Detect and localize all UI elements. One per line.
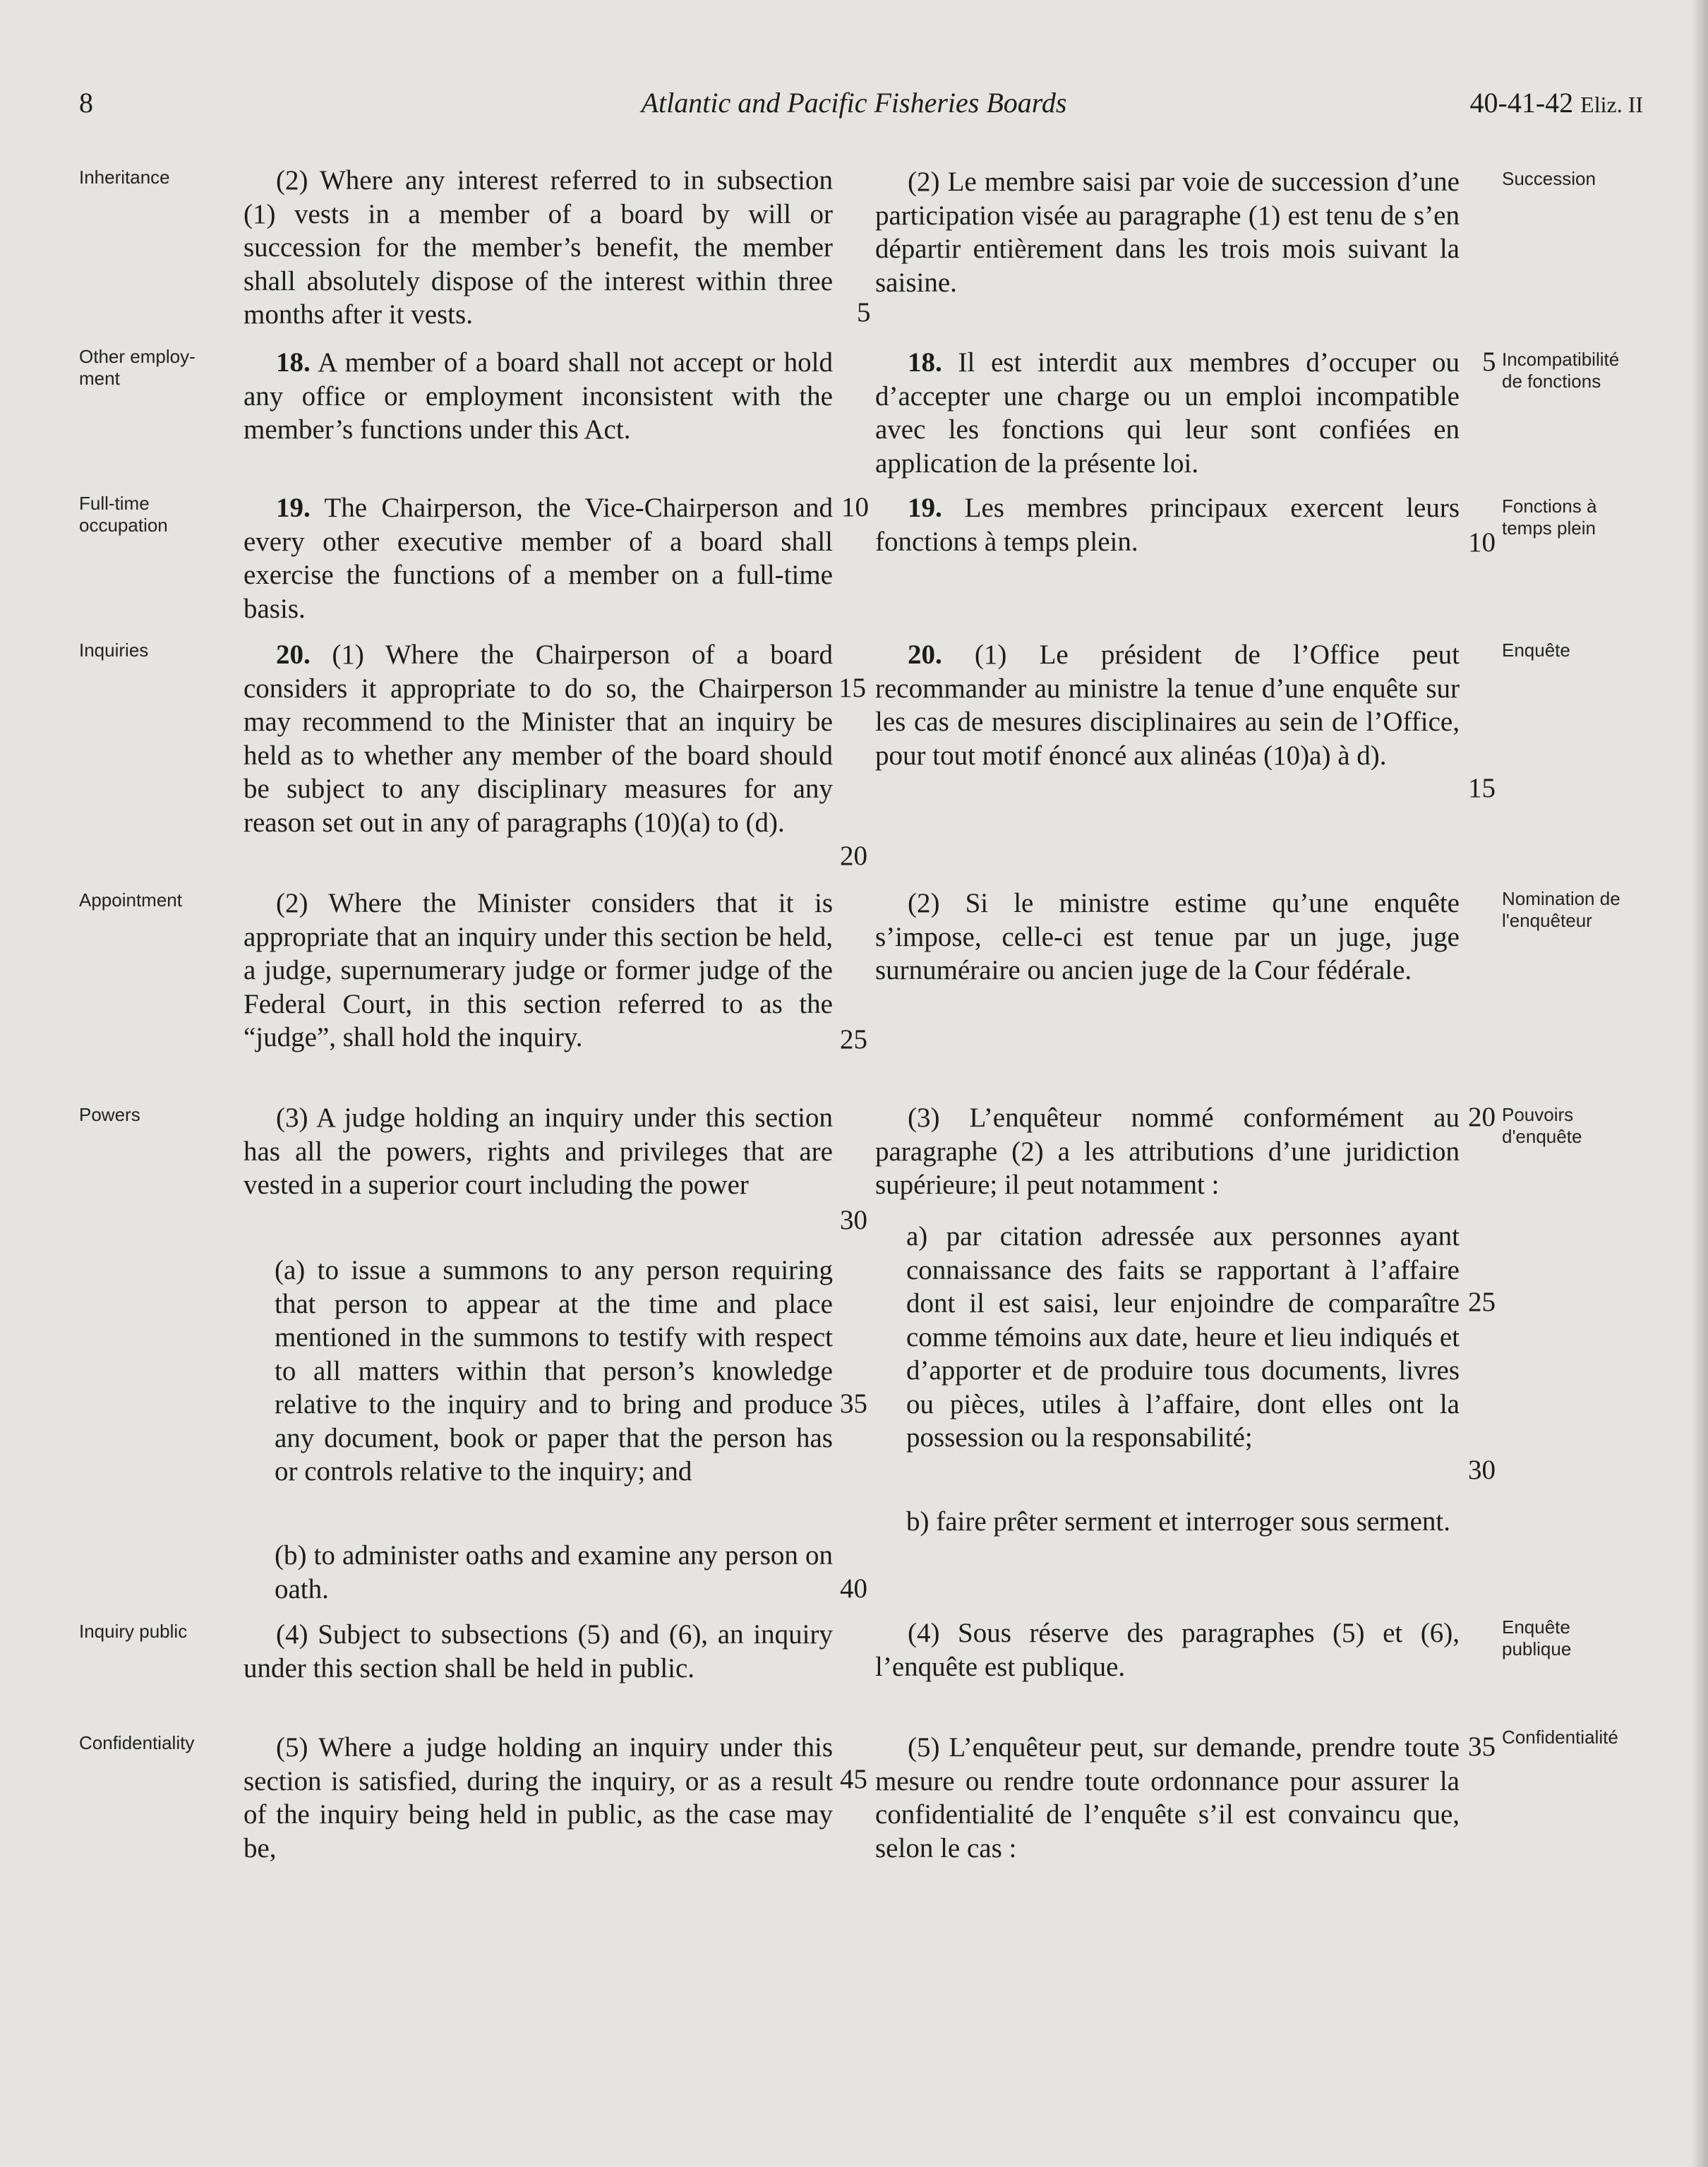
margin-note-inquiry-public: Inquiry public bbox=[79, 1621, 188, 1642]
margin-note-powers: Powers bbox=[79, 1104, 140, 1125]
fr-s18: 18. Il est interdit aux membres d’occuper ou d’accepter une charge ou un emploi incompatible avec les fonctions qui leur sont confiées en application de la présente loi. bbox=[875, 347, 1460, 479]
margin-note-fonctions: Fonctions à temps plein bbox=[1502, 496, 1597, 539]
margin-note-succession: Succession bbox=[1502, 168, 1596, 189]
line-number: 10 bbox=[1468, 527, 1496, 558]
en-s20-3a: (a) to issue a summons to any person requiring that person to appear at the time and place mentioned in the summons to testify with respect to all matters within that person’s knowledge relative to the inquiry and to bring and produce any document, book or paper that the person has or controls relative to the inquiry; and bbox=[275, 1255, 833, 1487]
margin-note-incompatibilite: Incompatibilité de fonctions bbox=[1502, 349, 1620, 392]
running-title: Atlantic and Pacific Fisheries Boards bbox=[641, 87, 1067, 119]
line-number: 35 bbox=[1468, 1731, 1496, 1762]
line-number: 40 bbox=[840, 1573, 867, 1604]
line-number: 15 bbox=[838, 673, 866, 703]
regnal-year: 40-41-42 Eliz. II bbox=[1469, 87, 1643, 119]
fr-s20-3a: a) par citation adressée aux personnes ayant connaissance des faits se rapportant à l’affaire dont il est saisi, leur enjoindre de comparaître comme témoins aux date, heure et lieu indiqués et d’apporter et de produire tous documents, livres ou pièces, utiles à l’affaire, dont elles ont la possession ou la responsabilité; bbox=[906, 1221, 1460, 1453]
en-s20-3: (3) A judge holding an inquiry under this section has all the powers, rights and privileges that are vested in a superior court including the power bbox=[243, 1103, 833, 1200]
margin-note-other-employment: Other employ-ment bbox=[79, 346, 196, 389]
line-number: 5 bbox=[857, 297, 871, 328]
page-edge-shadow bbox=[1691, 0, 1708, 2167]
line-number: 30 bbox=[1468, 1455, 1496, 1485]
line-number: 20 bbox=[840, 841, 867, 871]
line-number: 35 bbox=[840, 1388, 867, 1419]
fr-s20-5: (5) L’enquêteur peut, sur demande, prendre toute mesure ou rendre toute ordonnance pour assurer la confidentialité de l’enquête s’il est convaincu que, selon le cas : bbox=[875, 1732, 1460, 1863]
fr-s20-2: (2) Si le ministre estime qu’une enquête s’impose, celle-ci est tenue par un juge, juge surnuméraire ou ancien juge de la Cour fédérale. bbox=[875, 888, 1460, 985]
line-number: 10 bbox=[841, 492, 869, 522]
line-number: 30 bbox=[840, 1205, 867, 1235]
page-number: 8 bbox=[79, 87, 93, 119]
fr-s20-4: (4) Sous réserve des paragraphes (5) et (6), l’enquête est publique. bbox=[875, 1618, 1460, 1682]
fr-s20-3b: b) faire prêter serment et interroger sous serment. bbox=[906, 1506, 1451, 1537]
margin-note-confidentiality: Confidentiality bbox=[79, 1732, 195, 1753]
fr-s19: 19. Les membres principaux exercent leurs fonctions à temps plein. bbox=[875, 493, 1460, 557]
margin-note-enquete-publique: Enquête publique bbox=[1502, 1616, 1572, 1659]
margin-note-full-time: Full-time occupation bbox=[79, 493, 168, 536]
margin-note-enquete: Enquête bbox=[1502, 640, 1570, 661]
fr-s17-2: (2) Le membre saisi par voie de succession d’une participation visée au paragraphe (1) est tenu de s’en départir entièrement dans les trois mois suivant la saisine. bbox=[875, 167, 1460, 298]
en-s19: 19. The Chairperson, the Vice-Chairperson and every other executive member of a board shall exercise the functions of a member on a full-time basis. bbox=[243, 493, 833, 624]
en-s17-2: (2) Where any interest referred to in subsection (1) vests in a member of a board by will or succession for the member’s benefit, the member shall absolutely dispose of the interest within three months after it vests. bbox=[243, 165, 833, 330]
line-number: 25 bbox=[840, 1024, 867, 1055]
margin-note-nomination: Nomination de l'enquêteur bbox=[1502, 888, 1620, 931]
en-s18: 18. A member of a board shall not accept or hold any office or employment inconsistent with the member’s functions under this Act. bbox=[243, 347, 833, 445]
line-number: 25 bbox=[1468, 1287, 1496, 1317]
margin-note-inheritance: Inheritance bbox=[79, 167, 170, 188]
fr-s20-3: (3) L’enquêteur nommé conformément au paragraphe (2) a les attributions d’une juridiction supérieure; il peut notamment : bbox=[875, 1103, 1460, 1200]
fr-s20-1: 20. (1) Le président de l’Office peut recommander au ministre la tenue d’une enquête sur les cas de mesures disciplinaires au sein de l’Office, pour tout motif énoncé aux alinéas (10)a) à d). bbox=[875, 640, 1460, 771]
margin-note-appointment: Appointment bbox=[79, 889, 182, 911]
margin-note-confidentialite: Confidentialité bbox=[1502, 1727, 1618, 1748]
en-s20-1: 20. (1) Where the Chairperson of a board considers it appropriate to do so, the Chairperson may recommend to the Minister that an inquiry be held as to whether any member of the board should be subject to any disciplinary measures for any reason set out in any of paragraphs (10)(a) to (d). bbox=[243, 640, 833, 838]
en-s20-2: (2) Where the Minister considers that it is appropriate that an inquiry under this section be held, a judge, supernumerary judge or former judge of the Federal Court, in this section referred to as the “judge”, shall hold the inquiry. bbox=[243, 888, 833, 1052]
margin-note-pouvoirs: Pouvoirs d'enquête bbox=[1502, 1104, 1582, 1147]
line-number: 45 bbox=[840, 1764, 867, 1794]
en-s20-3b: (b) to administer oaths and examine any person on oath. bbox=[275, 1540, 833, 1604]
line-number: 15 bbox=[1468, 773, 1496, 803]
margin-note-inquiries: Inquiries bbox=[79, 640, 149, 661]
line-number: 20 bbox=[1468, 1102, 1496, 1132]
line-number: 5 bbox=[1482, 347, 1496, 377]
page-header bbox=[0, 86, 1708, 128]
en-s20-5: (5) Where a judge holding an inquiry under this section is satisfied, during the inquiry, or as a result of the inquiry being held in public, as the case may be, bbox=[243, 1732, 833, 1863]
en-s20-4: (4) Subject to subsections (5) and (6), an inquiry under this section shall be held in public. bbox=[243, 1619, 833, 1683]
